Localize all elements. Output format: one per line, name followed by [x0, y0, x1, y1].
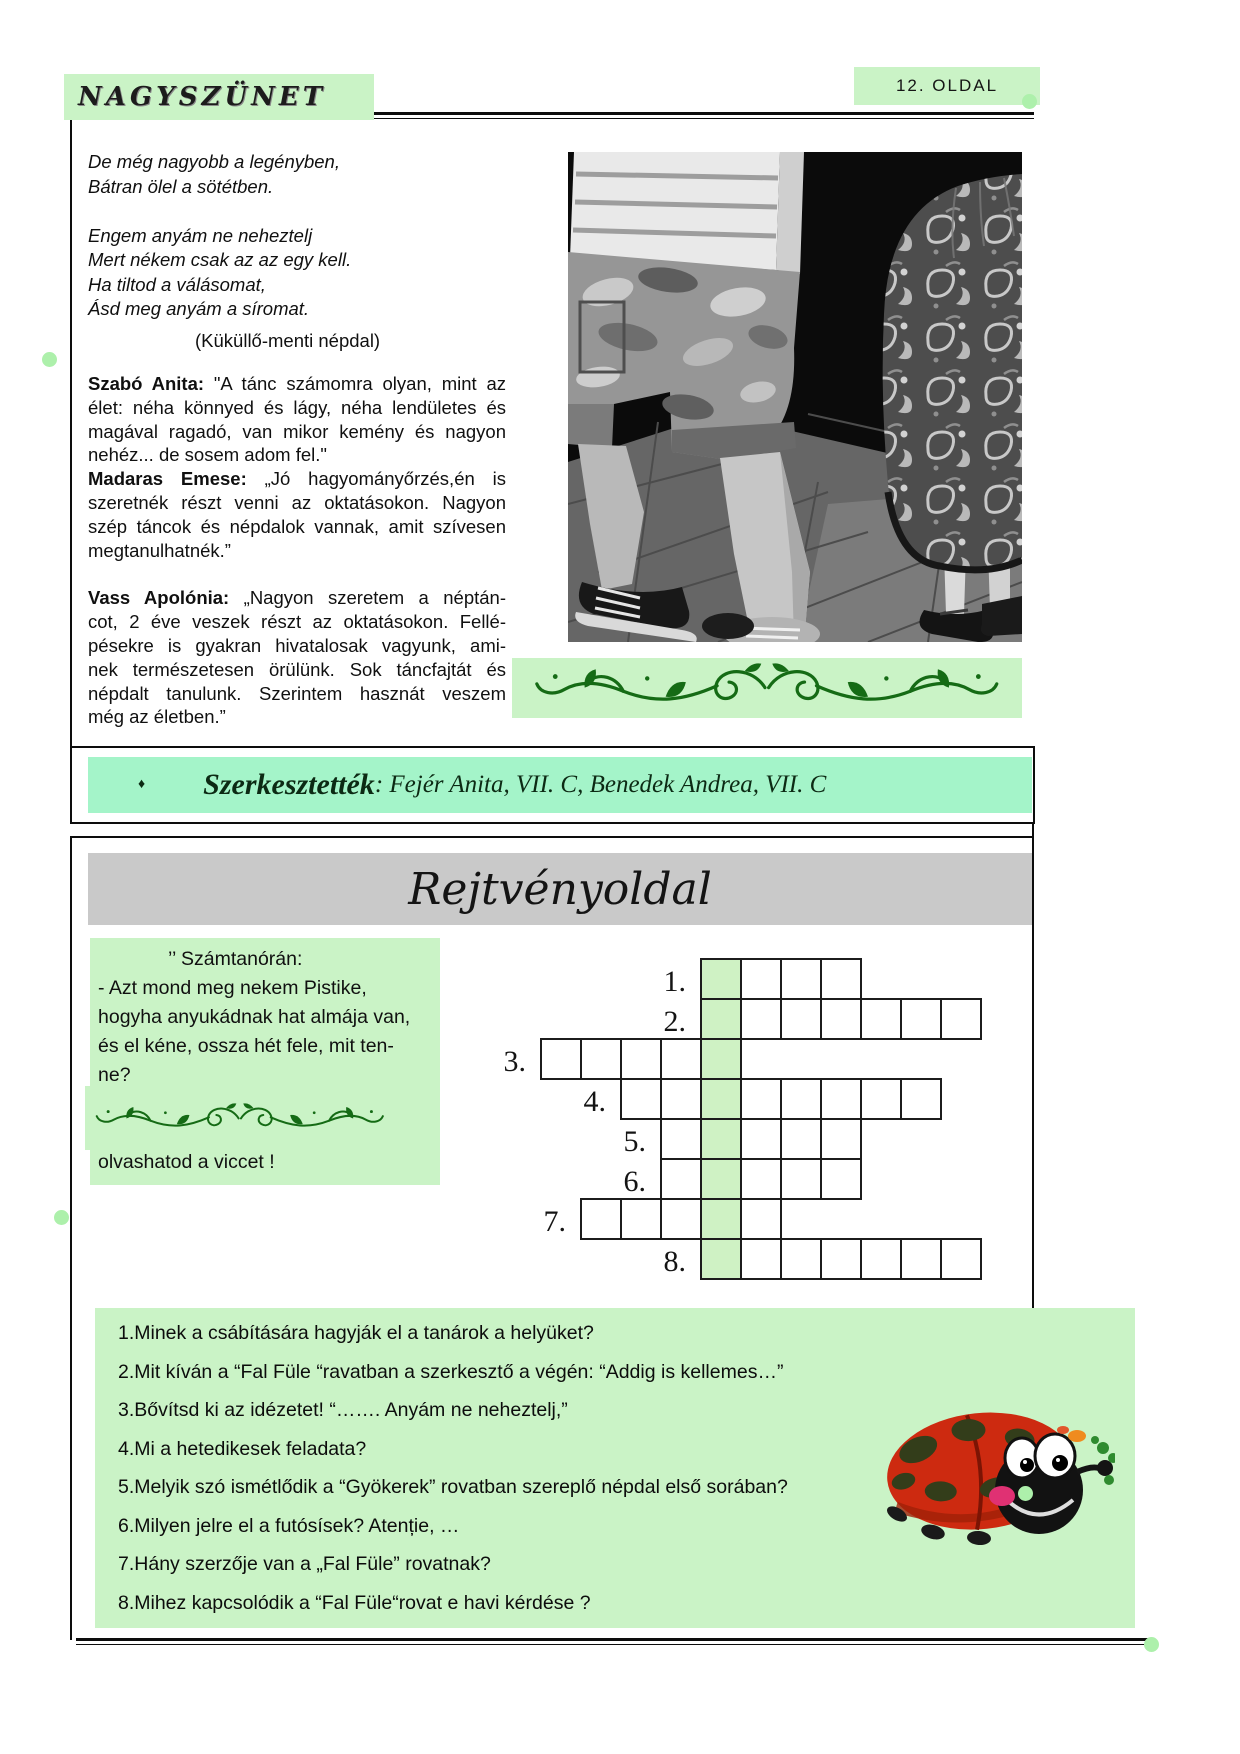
crossword-cell [620, 1198, 662, 1240]
crossword-cell [660, 1158, 702, 1200]
crossword-cell [780, 1078, 822, 1120]
crossword-cell [820, 1238, 862, 1280]
crossword-cell [940, 998, 982, 1040]
crossword-cell [740, 1198, 782, 1240]
interview-line: magával ragadó, van mikor kemény és nagyon [88, 420, 506, 442]
interview-line: nek természetesen örülünk. Sok táncfajtát és [88, 658, 506, 680]
interview-line: Szabó Anita: "A tánc számomra olyan, mint az [88, 373, 506, 394]
interview-line: Madaras Emese: „Jó hagyományőrzés,én is [88, 468, 506, 490]
riddle-title-bar [88, 853, 1032, 925]
crossword-cell [900, 1078, 942, 1120]
bottom-rule-thin [76, 1644, 1152, 1645]
crossword-answer-cell [700, 998, 742, 1040]
crossword-row-number: 5. [623, 1125, 646, 1158]
corner-dot-bottom-right [1144, 1637, 1159, 1652]
joke-line: ne? [98, 1064, 131, 1086]
crossword-answer-cell [700, 1118, 742, 1160]
joke-line: és el kéne, ossza hét fele, mit ten- [98, 1035, 394, 1057]
question-line: 1.Minek a csábítására hagyják el a tanárok a helyüket? [118, 1322, 594, 1344]
crossword-row-number: 2. [663, 1005, 686, 1038]
questions-box [95, 1308, 1135, 1628]
crossword-row-number: 8. [663, 1245, 686, 1278]
folk-dance-photo [568, 152, 1022, 642]
question-line: 5.Melyik szó ismétlődik a “Gyökerek” rovatban szereplő népdal első sorában? [118, 1476, 788, 1498]
poem-line [88, 199, 508, 224]
crossword-row-number: 7. [543, 1205, 566, 1238]
interview-line: nehéz... de sosem adom fel." [88, 444, 327, 466]
question-line: 3.Bővítsd ki az idézetet! “……. Anyám ne neheztelj,” [118, 1399, 568, 1421]
poem [88, 150, 508, 322]
editors-names: : Fejér Anita, VII. C, Benedek Andrea, VII. C [374, 771, 827, 798]
riddle-title: Rejtvényoldal [408, 863, 712, 915]
crossword-answer-cell [700, 1198, 742, 1240]
riddle-top-rule [70, 836, 1034, 838]
masthead-title: NAGYSZÜNET [78, 82, 327, 112]
crossword-cell [660, 1038, 702, 1080]
crossword-cell [540, 1038, 582, 1080]
corner-dot-left [42, 352, 57, 367]
crossword-row-number: 1. [663, 965, 686, 998]
editors-label: Szerkesztették [203, 768, 375, 801]
crossword-cell [780, 1158, 822, 1200]
crossword-answer-cell [700, 1038, 742, 1080]
poem-line: Bátran ölel a sötétben. [88, 175, 274, 197]
interview-line: szeretnék részt venni az oktatásokon. Nagyon [88, 491, 506, 513]
crossword-answer-cell [700, 1238, 742, 1280]
joke-line: olvashatod a viccet ! [98, 1151, 275, 1173]
interview [88, 372, 506, 729]
interview-line: megtanulhatnék.” [88, 539, 231, 561]
crossword-cell [900, 998, 942, 1040]
poem-line: Ha tiltod a válásomat, [88, 273, 266, 295]
flourish-icon [91, 1089, 389, 1148]
masthead [64, 74, 374, 120]
crossword-cell [660, 1198, 702, 1240]
interview-line: pésekre is gyakran hivatalosak vagyunk, ami- [88, 634, 506, 656]
interview-line: élet: néha könnyed és lágy, néha lendületes és [88, 396, 506, 418]
editors-bar [88, 757, 1032, 813]
question-line: 4.Mi a hetedikesek feladata? [118, 1437, 367, 1460]
flourish-ornament-bottom [85, 1086, 395, 1150]
crossword-answer-cell [700, 1078, 742, 1120]
crossword-row-number: 4. [583, 1085, 606, 1118]
crossword-cell [740, 998, 782, 1040]
crossword-cell [780, 1118, 822, 1160]
crossword-cell [740, 1118, 782, 1160]
left-border-top [70, 112, 72, 748]
poem-line: Engem anyám ne neheztelj [88, 224, 313, 246]
left-border-bottom [70, 836, 72, 1640]
corner-dot-top-right [1022, 94, 1037, 109]
crossword-cell [780, 958, 822, 1000]
crossword-cell [860, 1238, 902, 1280]
poem-line: De még nagyobb a legényben, [88, 151, 340, 172]
crossword-cell [660, 1118, 702, 1160]
joke-line: - Azt mond meg nekem Pistike, [98, 977, 367, 999]
crossword-cell [740, 1238, 782, 1280]
page-number-box [854, 67, 1040, 105]
joke-line: ’’ Számtanórán: [168, 948, 303, 970]
crossword-cell [820, 998, 862, 1040]
crossword-cell [780, 1238, 822, 1280]
poem-line: Mert nékem csak az az egy kell. [88, 249, 352, 270]
question-line: 7.Hány szerzője van a „Fal Füle” rovatnak? [118, 1553, 491, 1575]
crossword-row-number: 3. [503, 1045, 526, 1078]
interview-line: még az életben.” [88, 706, 226, 728]
question-line: 6.Milyen jelre el a futósísek? Atenție, … [118, 1514, 460, 1537]
crossword-cell [660, 1078, 702, 1120]
crossword-cell [860, 998, 902, 1040]
crossword-cell [620, 1038, 662, 1080]
crossword-row-number: 6. [623, 1165, 646, 1198]
crossword-cell [620, 1078, 662, 1120]
crossword-cell [740, 1078, 782, 1120]
crossword-cell [740, 958, 782, 1000]
ladybug-icon [881, 1396, 1115, 1548]
interview-paragraph [88, 586, 506, 729]
corner-dot-lower-left [54, 1210, 69, 1225]
joke-line: hogyha anyukádnak hat almája van, [98, 1006, 411, 1028]
crossword-cell [580, 1038, 622, 1080]
crossword-cell [900, 1238, 942, 1280]
flourish-icon [522, 660, 1012, 715]
crossword-answer-cell [700, 958, 742, 1000]
crossword-cell [740, 1158, 782, 1200]
question-line: 8.Mihez kapcsolódik a “Fal Füle“rovat e havi kérdése ? [118, 1591, 591, 1614]
poem-attribution: (Küküllő-menti népdal) [195, 330, 381, 351]
interview-line: népdalt tanulunk. Szerintem hasznát veszem [88, 682, 506, 704]
flourish-ornament-top [512, 658, 1022, 718]
crossword-cell [820, 1158, 862, 1200]
crossword-cell [580, 1198, 622, 1240]
crossword-cell [860, 1078, 902, 1120]
interview-paragraph [88, 372, 506, 562]
crossword-cell [820, 1118, 862, 1160]
crossword-cell [820, 1078, 862, 1120]
question-line: 2.Mit kíván a “Fal Füle “ravatban a szerkesztő a végén: “Addig is kellemes…” [118, 1360, 784, 1383]
interview-line: szép táncok és népdalok vannak, amit szívesen [88, 515, 506, 537]
bottom-rule-thick [76, 1638, 1152, 1641]
crossword-cell [780, 998, 822, 1040]
diamond-bullet-icon: ♦ [138, 777, 146, 792]
corner-dot-lower-right [1018, 1486, 1033, 1501]
crossword-answer-cell [700, 1158, 742, 1200]
interview-line: Vass Apolónia: „Nagyon szeretem a néptán- [88, 587, 506, 609]
interview-line: cot, 2 éve veszek részt az oktatásokon. Fellé- [88, 611, 506, 633]
crossword-cell [940, 1238, 982, 1280]
page-number: 12. OLDAL [895, 76, 999, 95]
crossword-cell [820, 958, 862, 1000]
poem-line: Ásd meg anyám a síromat. [88, 298, 310, 319]
